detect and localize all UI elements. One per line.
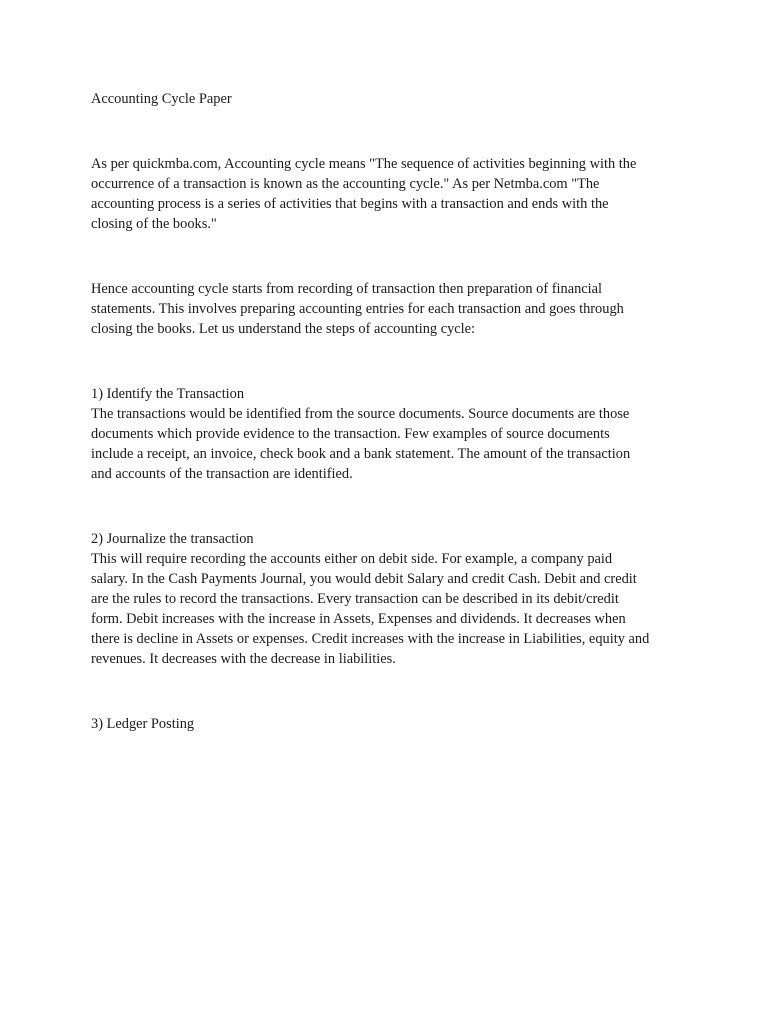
paragraph [91, 279, 708, 339]
paragraph [91, 404, 708, 484]
paragraph-line: statements. This involves preparing accounting entries for each transaction and goes through [91, 301, 624, 317]
paragraph-line: closing of the books." [91, 216, 217, 232]
section-heading: 2) Journalize the transaction [91, 531, 254, 547]
paragraph-line: form. Debit increases with the increase in Assets, Expenses and dividends. It decreases when [91, 611, 626, 627]
paragraph-line: This will require recording the accounts either on debit side. For example, a company paid [91, 551, 613, 567]
paragraph-line: The transactions would be identified from the source documents. Source documents are those [91, 406, 630, 422]
document-title: Accounting Cycle Paper [91, 91, 232, 107]
paragraph-line: occurrence of a transaction is known as the accounting cycle." As per Netmba.com "The [91, 176, 600, 192]
paragraph-line: documents which provide evidence to the transaction. Few examples of source documents [91, 426, 610, 442]
paragraph-line: are the rules to record the transactions. Every transaction can be described in its debit/credit [91, 591, 619, 607]
paragraph-line: accounting process is a series of activities that begins with a transaction and ends with the [91, 196, 609, 212]
document-body [91, 154, 708, 734]
paragraph-line: As per quickmba.com, Accounting cycle means "The sequence of activities beginning with the [91, 156, 637, 172]
paragraph-line: closing the books. Let us understand the steps of accounting cycle: [91, 321, 476, 337]
paragraph-line: and accounts of the transaction are identified. [91, 466, 353, 482]
paragraph-line: there is decline in Assets or expenses. Credit increases with the increase in Liabilities, equity and [91, 631, 650, 647]
paragraph-line: include a receipt, an invoice, check book and a bank statement. The amount of the transaction [91, 446, 631, 462]
paragraph-line: Hence accounting cycle starts from recording of transaction then preparation of financial [91, 281, 603, 297]
section-heading: 3) Ledger Posting [91, 716, 195, 732]
paragraph-line: salary. In the Cash Payments Journal, you would debit Salary and credit Cash. Debit and credit [91, 571, 637, 587]
section-heading: 1) Identify the Transaction [91, 386, 245, 402]
paragraph [91, 154, 708, 234]
paragraph [91, 549, 708, 669]
paragraph-line: revenues. It decreases with the decrease in liabilities. [91, 651, 396, 667]
